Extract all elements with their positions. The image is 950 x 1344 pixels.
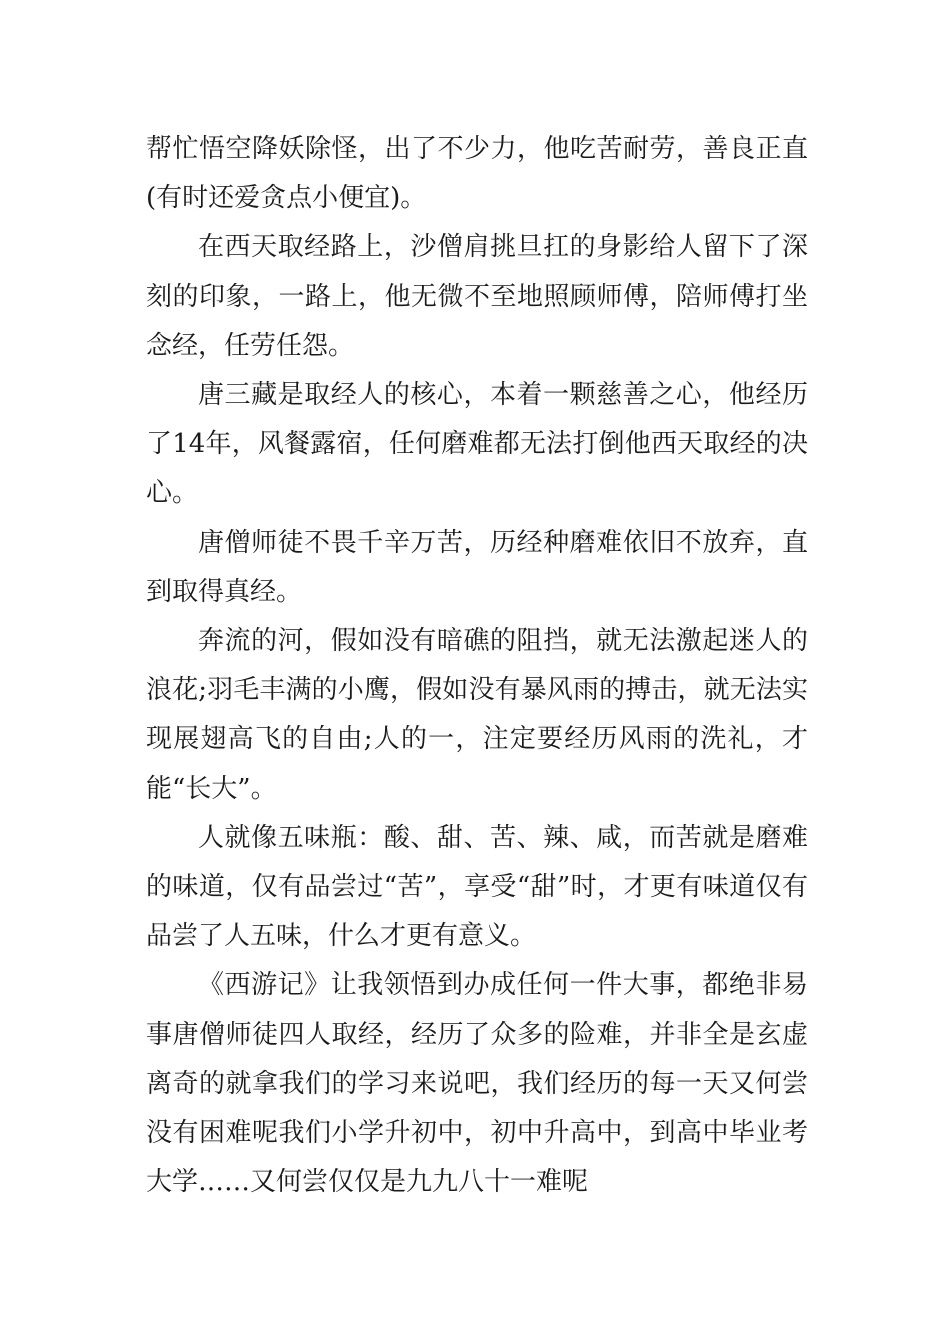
- paragraph-3: 唐三藏是取经人的核心，本着一颗慈善之心，他经历了14年，风餐露宿，任何磨难都无法打倒他西天取经的决心。: [146, 380, 808, 509]
- paragraph-1: 帮忙悟空降妖除怪，出了不少力，他吃苦耐劳，善良正直(有时还爱贪点小便宜)。: [146, 134, 808, 214]
- paragraph-7: 《西游记》让我领悟到办成任何一件大事，都绝非易事唐僧师徒四人取经，经历了众多的险难，并非全是玄虚离奇的就拿我们的学习来说吧，我们经历的每一天又何尝没有困难呢我们小学升初中，初中升高中，到高中毕业考大学……又何尝仅仅是九九八十一难呢: [146, 970, 808, 1198]
- paragraph-2: 在西天取经路上，沙僧肩挑旦扛的身影给人留下了深刻的印象，一路上，他无微不至地照顾师傅，陪师傅打坐念经，任劳任怨。: [146, 232, 808, 361]
- paragraph-5: 奔流的河，假如没有暗礁的阻挡，就无法激起迷人的浪花;羽毛丰满的小鹰，假如没有暴风雨的搏击，就无法实现展翅高飞的自由;人的一，注定要经历风雨的洗礼，才能“长大”。: [146, 626, 808, 804]
- paragraph-6: 人就像五味瓶：酸、甜、苦、辣、咸，而苦就是磨难的味道，仅有品尝过“苦”，享受“甜”时，才更有味道仅有品尝了人五味，什么才更有意义。: [146, 822, 808, 952]
- document-body: [146, 125, 808, 1207]
- paragraph-4: 唐僧师徒不畏千辛万苦，历经种磨难依旧不放弃，直到取得真经。: [146, 527, 808, 607]
